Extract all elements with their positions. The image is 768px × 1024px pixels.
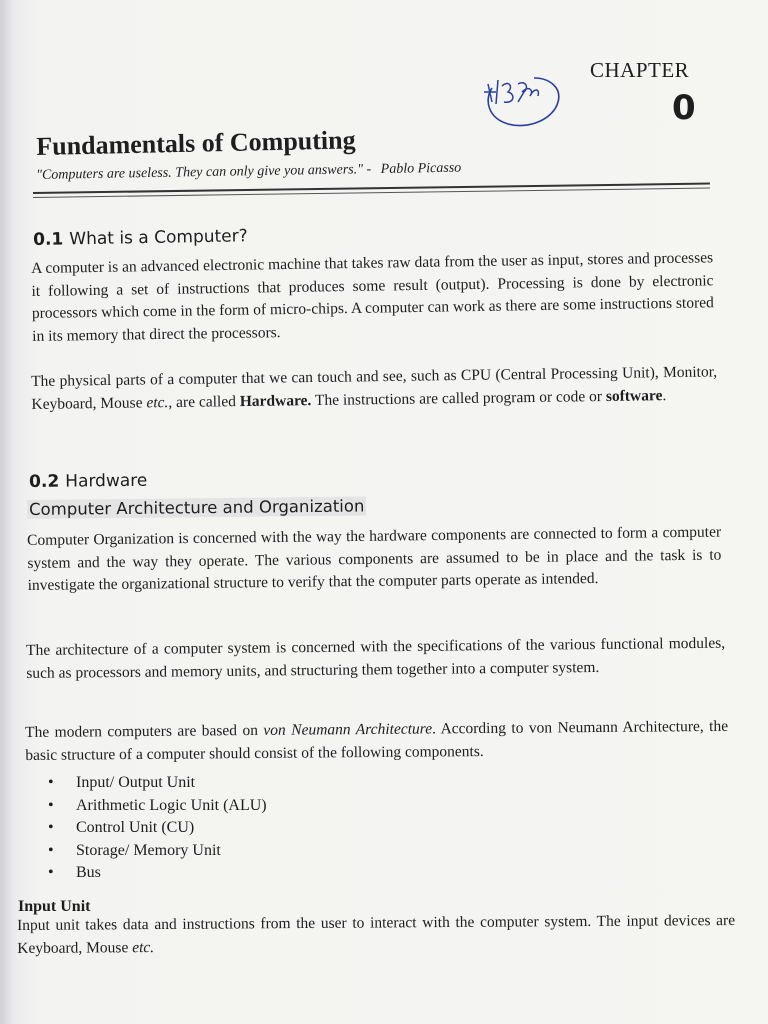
text-run: . According to von Neumann Architecture, the basic structure of a computer should consist of the following components. bbox=[25, 717, 729, 764]
quote-text: "Computers are useless. They can only give you answers." - bbox=[36, 162, 372, 183]
text-run: The instructions are called program or code or bbox=[311, 387, 607, 409]
paragraph-what-is-computer: A computer is an advanced electronic machine that takes raw data from the user as input, stores and processes it following a set of instructions that produces some result (output). Processing is done by electronic processors which come in the form of micro-chips. A computer can work as there are some instructions stored in its memory that direct the processors. bbox=[31, 249, 714, 345]
section-number: 0.1 bbox=[33, 229, 64, 250]
paragraph-input-unit bbox=[17, 910, 735, 960]
section-heading-0-1 bbox=[33, 226, 248, 250]
epigraph-quote bbox=[36, 161, 461, 184]
text-run: , are called bbox=[168, 392, 240, 411]
paragraph-hardware-software bbox=[31, 361, 718, 416]
input-unit-heading: Input Unit bbox=[18, 898, 91, 915]
term-software: software bbox=[605, 386, 663, 405]
page-title: Fundamentals of Computing bbox=[36, 125, 356, 161]
section-title: Hardware bbox=[65, 470, 148, 492]
chapter-number: 0 bbox=[672, 88, 696, 128]
section-number: 0.2 bbox=[29, 471, 60, 492]
section-title: What is a Computer? bbox=[69, 226, 248, 250]
quote-author: Pablo Picasso bbox=[380, 160, 462, 177]
section-heading-0-2 bbox=[29, 471, 147, 492]
term-hardware: Hardware. bbox=[239, 391, 312, 410]
term-von-neumann: von Neumann Architecture bbox=[263, 720, 433, 739]
text-run-italic: etc. bbox=[146, 393, 169, 411]
list-item: • Storage/ Memory Unit bbox=[48, 840, 267, 863]
handwritten-signature bbox=[474, 66, 566, 132]
list-item: • Arithmetic Logic Unit (ALU) bbox=[48, 795, 267, 818]
paragraph-von-neumann bbox=[25, 716, 728, 767]
text-run-italic: etc. bbox=[132, 938, 155, 956]
text-run: The modern computers are based on bbox=[25, 721, 264, 741]
text-run: Input unit takes data and instructions from the user to interact with the computer system. The input devices are Keyboard, Mouse bbox=[17, 911, 736, 957]
chapter-label: CHAPTER bbox=[590, 58, 690, 82]
text-run: The physical parts of a computer that we can touch and see, such as CPU (Central Processing Unit), Monitor, Keyboard, Mouse bbox=[31, 363, 718, 413]
list-item: • Bus bbox=[48, 862, 267, 885]
list-item: • Input/ Output Unit bbox=[48, 772, 267, 795]
paragraph-computer-architecture: The architecture of a computer system is concerned with the specifications of the various functional modules, such as processors and memory units, and structuring them together into a computer system. bbox=[26, 634, 726, 682]
paragraph-computer-organization: Computer Organization is concerned with the way the hardware components are connected to form a computer system and the way they operate. The various components are assumed to be in place and the task is to investigate the organizational structure to verify that the computer parts operate as intended. bbox=[27, 523, 722, 594]
component-list bbox=[48, 772, 267, 885]
text-run: . bbox=[662, 386, 667, 404]
subheading-architecture-organization: Computer Architecture and Organization bbox=[28, 496, 365, 519]
list-item: • Control Unit (CU) bbox=[48, 817, 267, 840]
